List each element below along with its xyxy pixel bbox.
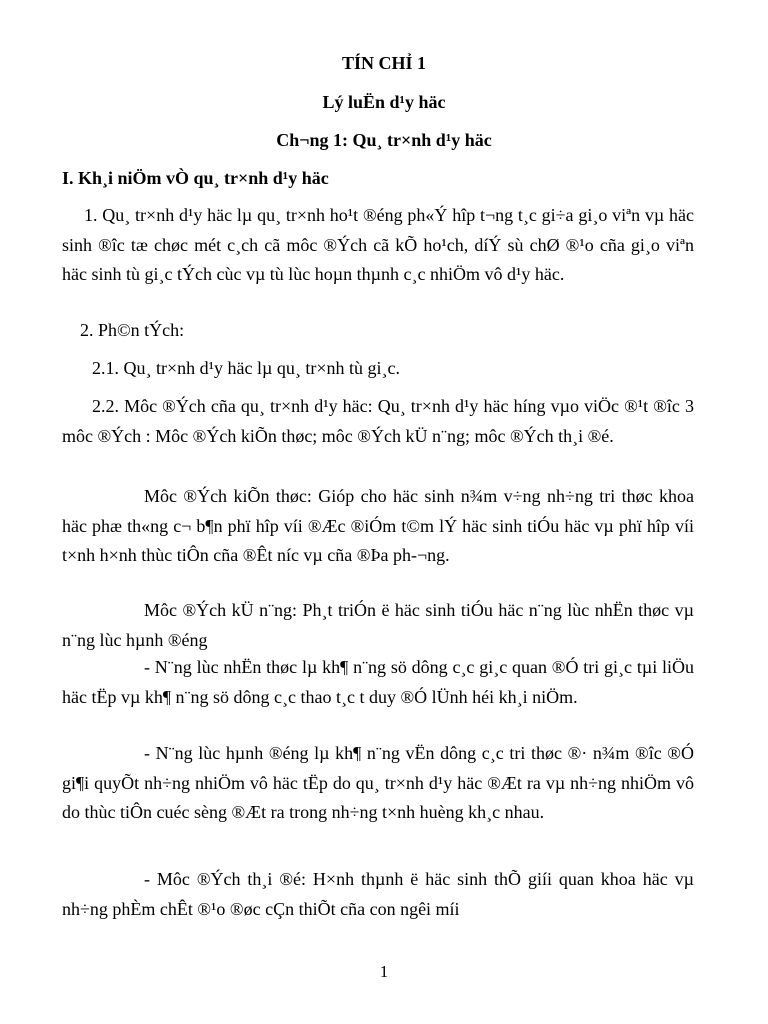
skill-goal-paragraph: Môc ®Ých kÜ n¨ng: Ph¸t triÓn ë häc sinh tiÓu häc n¨ng lùc nhËn thøc vµ n¨ng lùc hµnh ®éng xyxy=(62,600,694,650)
analysis-item-2: 2.2. Môc ®Ých cña qu¸ tr×nh d¹y häc: Qu¸ tr×nh d¹y häc híng vµo viÖc ®¹t ®îc 3 môc ®Ých : Môc ®Ých kiÕn thøc; môc ®Ých kÜ n¨ng; môc ®Ých th¸i ®é. xyxy=(62,396,694,446)
knowledge-goal-paragraph: Môc ®Ých kiÕn thøc: Gióp cho häc sinh n¾m v÷ng nh÷ng tri thøc khoa häc phæ th«ng c¬ b¶n phï hîp víi ®Æc ®iÓm t©m lÝ häc sinh tiÓu häc vµ phï hîp víi t×nh h×nh thùc tiÔn cña ®Êt níc vµ cña ®Þa ph-¬ng. xyxy=(62,486,694,565)
action-ability-paragraph: - N¨ng lùc hµnh ®éng lµ kh¶ n¨ng vËn dông c¸c tri thøc ®· n¾m ®îc ®Ó gi¶i quyÕt nh÷ng nhiÖm vô häc tËp do qu¸ tr×nh d¹y häc ®Æt ra vµ nh÷ng nhiÖm vô do thùc tiÔn cuéc sèng ®Æt ra trong nh÷ng t×nh huèng kh¸c nhau. xyxy=(62,743,694,822)
section-heading: I. Kh¸i niÖm vÒ qu¸ tr×nh d¹y häc xyxy=(62,168,329,188)
cognitive-ability-paragraph: - N¨ng lùc nhËn thøc lµ kh¶ n¨ng sö dông c¸c gi¸c quan ®Ó tri gi¸c tµi liÖu häc tËp vµ kh¶ n¨ng sö dông c¸c thao t¸c t duy ®Ó lÜnh héi kh¸i niÖm. xyxy=(62,657,694,707)
page-number: 1 xyxy=(379,962,389,981)
analysis-item-1: 2.1. Qu¸ tr×nh d¹y häc lµ qu¸ tr×nh tù gi¸c. xyxy=(92,358,401,378)
subject-title: Lý luËn d¹y häc xyxy=(322,92,446,112)
attitude-goal-paragraph: - Môc ®Ých th¸i ®é: H×nh thµnh ë häc sinh thÕ giíi quan khoa häc vµ nh÷ng phÈm chÊt ®¹o ®øc cÇn thiÕt cña con ngêi míi xyxy=(62,869,694,919)
analysis-label: 2. Ph©n tÝch: xyxy=(80,320,185,340)
credit-title: TÍN CHỈ 1 xyxy=(341,53,426,73)
definition-paragraph: 1. Qu¸ tr×nh d¹y häc lµ qu¸ tr×nh ho¹t ®éng ph«Ý hîp t¬ng t¸c gi÷a gi¸o viªn vµ häc sinh ®îc tæ chøc mét c¸ch cã môc ®Ých cã kÕ ho¹ch, díÝ sù chØ ®¹o cña gi¸o viªn häc sinh tù gi¸c tÝch cùc vµ tù lùc hoµn thµnh c¸c nhiÖm vô d¹y häc. xyxy=(62,205,694,284)
chapter-title: Ch¬ng 1: Qu¸ tr×nh d¹y häc xyxy=(276,130,492,150)
